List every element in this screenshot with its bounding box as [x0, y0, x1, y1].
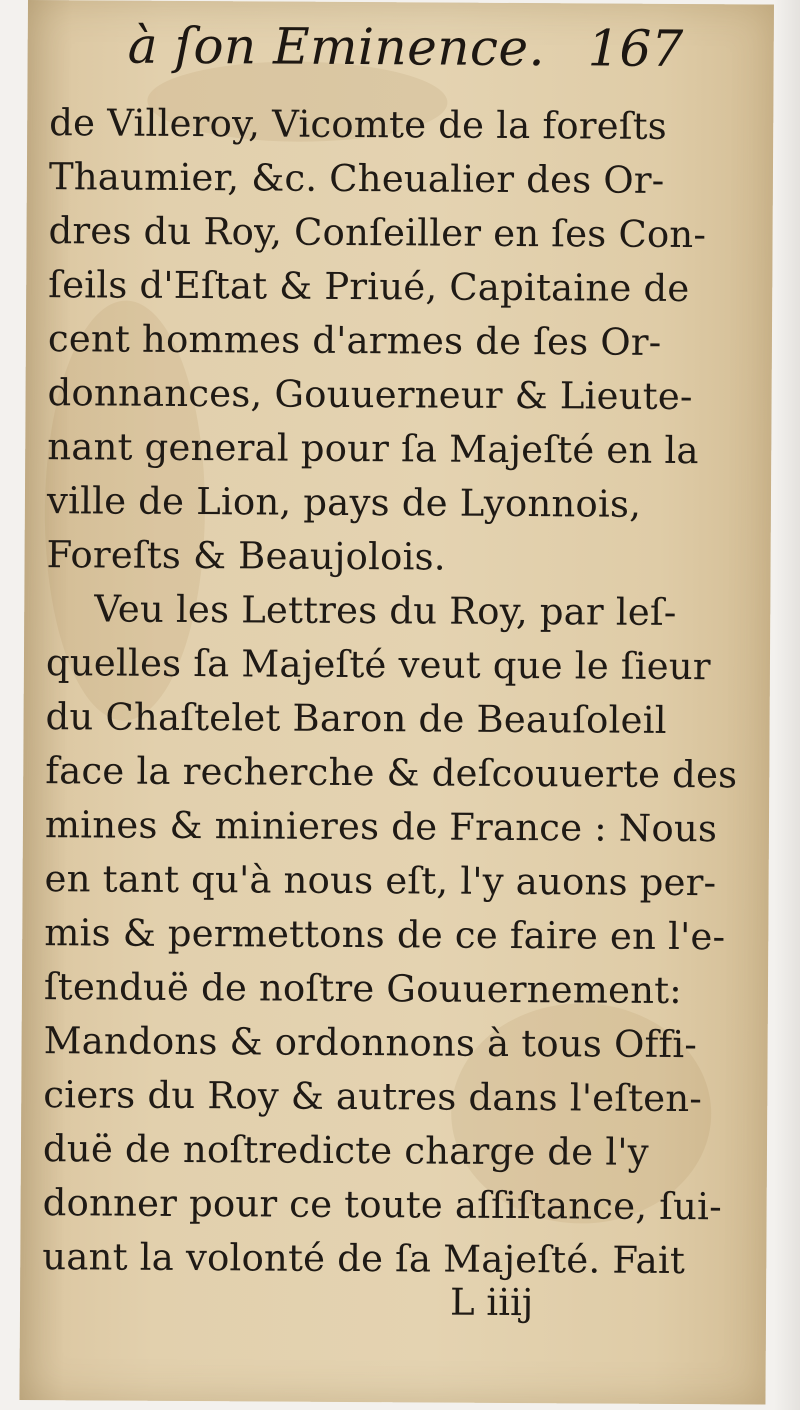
text-line: uant la volonté de ſa Majeſté. Fait	[42, 1235, 686, 1283]
book-page	[19, 0, 774, 1405]
text-line: Foreſts & Beaujolois.	[46, 533, 446, 579]
text-line: donner pour ce toute aſſiſtance, ſui-	[42, 1181, 722, 1229]
text-line: cent hommes d'armes de ſes Or-	[47, 317, 662, 364]
page-number: 167	[587, 19, 684, 79]
page-header	[27, 8, 773, 93]
body-text	[42, 96, 739, 1288]
text-line: ſtenduë de noſtre Gouuernement:	[43, 965, 683, 1013]
text-line: de Villeroy, Vicomte de la foreſts	[49, 101, 668, 148]
running-head: à ſon Eminence.	[127, 16, 546, 78]
text-line: ciers du Roy & autres dans l'eſten-	[43, 1073, 703, 1121]
text-line: du Chaſtelet Baron de Beauſoleil	[45, 695, 667, 742]
text-line: dres du Roy, Conſeiller en ſes Con-	[48, 209, 707, 257]
paragraph-start-line: Veu les Lettres du Roy, par leſ-	[94, 587, 677, 634]
text-line: mines & minieres de France : Nous	[44, 803, 718, 851]
text-line: Thaumier, &c. Cheualier des Or-	[48, 155, 665, 202]
text-line: nant general pour ſa Majeſté en la	[47, 425, 699, 473]
gathering-signature: L iiij	[449, 1280, 534, 1325]
text-line: ſeils d'Eſtat & Priué, Capitaine de	[48, 263, 690, 311]
text-line: quelles ſa Majeſté veut que le ſieur	[45, 641, 711, 689]
text-line: en tant qu'à nous eſt, l'y auons per-	[44, 857, 717, 905]
page-edge-shadow	[774, 0, 800, 1410]
text-line: face la recherche & deſcouuerte des	[45, 749, 738, 797]
text-line: Mandons & ordonnons à tous Offi-	[43, 1019, 698, 1067]
text-line: ville de Lion, pays de Lyonnois,	[46, 479, 642, 526]
text-line: mis & permettons de ce faire en l'e-	[44, 911, 726, 959]
text-line: donnances, Gouuerneur & Lieute-	[47, 371, 693, 419]
text-line: duë de noſtredicte charge de l'y	[42, 1127, 649, 1174]
